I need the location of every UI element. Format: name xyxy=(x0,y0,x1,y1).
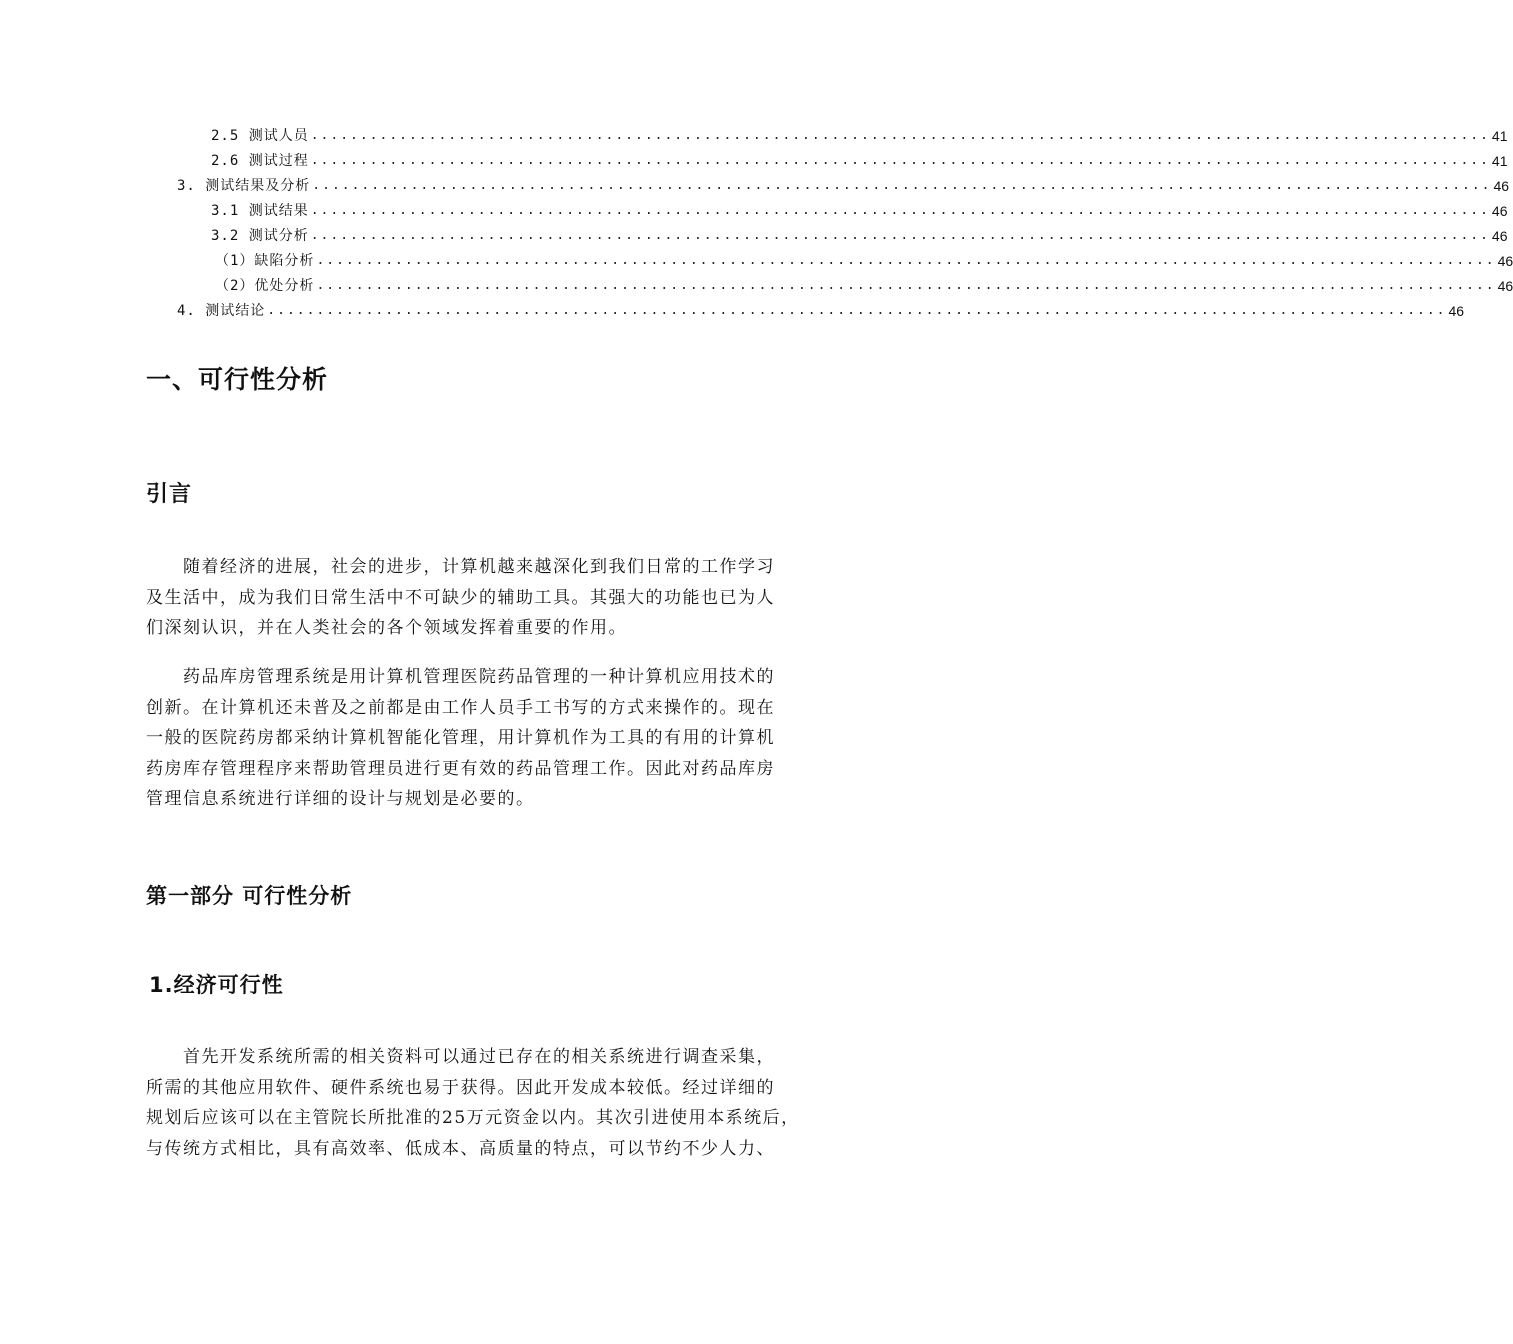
toc-entry[interactable] xyxy=(211,149,1508,173)
paragraph-line: 所需的其他应用软件、硬件系统也易于获得。因此开发成本较低。经过详细的 xyxy=(146,1077,775,1098)
toc-entry[interactable] xyxy=(215,274,1513,298)
toc-entry-page: 46 xyxy=(1491,228,1508,244)
toc-leader-dots: ........................................................................................................................ xyxy=(267,303,1447,318)
intro-paragraph-2 xyxy=(146,662,806,815)
toc-leader-dots: ........................................................................................................................ xyxy=(316,253,1496,268)
toc-entry-label: 2.5 测试人员 xyxy=(211,128,309,144)
toc-entry-page: 41 xyxy=(1491,128,1508,144)
economic-paragraph xyxy=(146,1042,806,1164)
toc-entry-page: 41 xyxy=(1491,153,1508,169)
toc-entry-label: 3.2 测试分析 xyxy=(211,228,309,244)
toc-entry-label: 4. 测试结论 xyxy=(177,303,266,319)
paragraph-line: 及生活中，成为我们日常生活中不可缺少的辅助工具。其强大的功能也已为人 xyxy=(146,587,775,608)
paragraph-line: 一般的医院药房都采纳计算机智能化管理，用计算机作为工具的有用的计算机 xyxy=(146,728,775,748)
section-heading-part-one: 第一部分 可行性分析 xyxy=(146,884,353,908)
paragraph-line: 随着经济的进展，社会的进步，计算机越来越深化到我们日常的工作学习 xyxy=(183,557,775,577)
paragraph-line: 们深刻认识，并在人类社会的各个领域发挥着重要的作用。 xyxy=(146,618,627,638)
paragraph-line: 与传统方式相比，具有高效率、低成本、高质量的特点，可以节约不少人力、 xyxy=(146,1138,775,1159)
toc-leader-dots: ........................................................................................................................ xyxy=(310,128,1490,143)
toc-leader-dots: ........................................................................................................................ xyxy=(310,228,1490,243)
toc-leader-dots: ........................................................................................................................ xyxy=(312,178,1492,193)
toc-entry-page: 46 xyxy=(1497,253,1513,269)
toc-entry-page: 46 xyxy=(1448,303,1465,319)
section-heading-economic-feasibility: 1.经济可行性 xyxy=(149,973,284,997)
toc-entry-page: 46 xyxy=(1497,278,1513,294)
toc-entry-label: 3.1 测试结果 xyxy=(211,203,309,219)
toc-entry-page: 46 xyxy=(1493,178,1510,194)
toc-entry[interactable] xyxy=(177,299,1465,323)
paragraph-line: 首先开发系统所需的相关资料可以通过已存在的相关系统进行调查采集， xyxy=(183,1047,775,1067)
toc-entry-label: （1）缺陷分析 xyxy=(215,253,315,269)
toc-entry[interactable] xyxy=(211,224,1508,248)
toc-entry-page: 46 xyxy=(1491,203,1508,219)
paragraph-line: 规划后应该可以在主管院长所批准的25万元资金以内。其次引进使用本系统后， xyxy=(146,1108,800,1128)
section-heading-introduction: 引言 xyxy=(146,482,193,507)
toc-entry-label: 3. 测试结果及分析 xyxy=(177,178,311,194)
paragraph-line: 药品库房管理系统是用计算机管理医院药品管理的一种计算机应用技术的 xyxy=(183,667,775,687)
toc-entry[interactable] xyxy=(177,174,1510,198)
paragraph-line: 创新。在计算机还未普及之前都是由工作人员手工书写的方式来操作的。现在 xyxy=(146,697,775,718)
toc-leader-dots: ........................................................................................................................ xyxy=(310,153,1490,168)
intro-paragraph-1 xyxy=(146,552,806,644)
toc-entry-label: 2.6 测试过程 xyxy=(211,153,309,169)
section-heading-feasibility: 一、可行性分析 xyxy=(146,365,329,394)
toc-entry[interactable] xyxy=(215,249,1513,273)
paragraph-line: 管理信息系统进行详细的设计与规划是必要的。 xyxy=(146,789,535,809)
toc-entry[interactable] xyxy=(211,124,1508,148)
paragraph-line: 药房库存管理程序来帮助管理员进行更有效的药品管理工作。因此对药品库房 xyxy=(146,758,775,779)
toc-entry[interactable] xyxy=(211,199,1508,223)
toc-entry-label: （2）优处分析 xyxy=(215,278,315,294)
toc-leader-dots: ........................................................................................................................ xyxy=(310,203,1490,218)
toc-leader-dots: ........................................................................................................................ xyxy=(316,278,1496,293)
